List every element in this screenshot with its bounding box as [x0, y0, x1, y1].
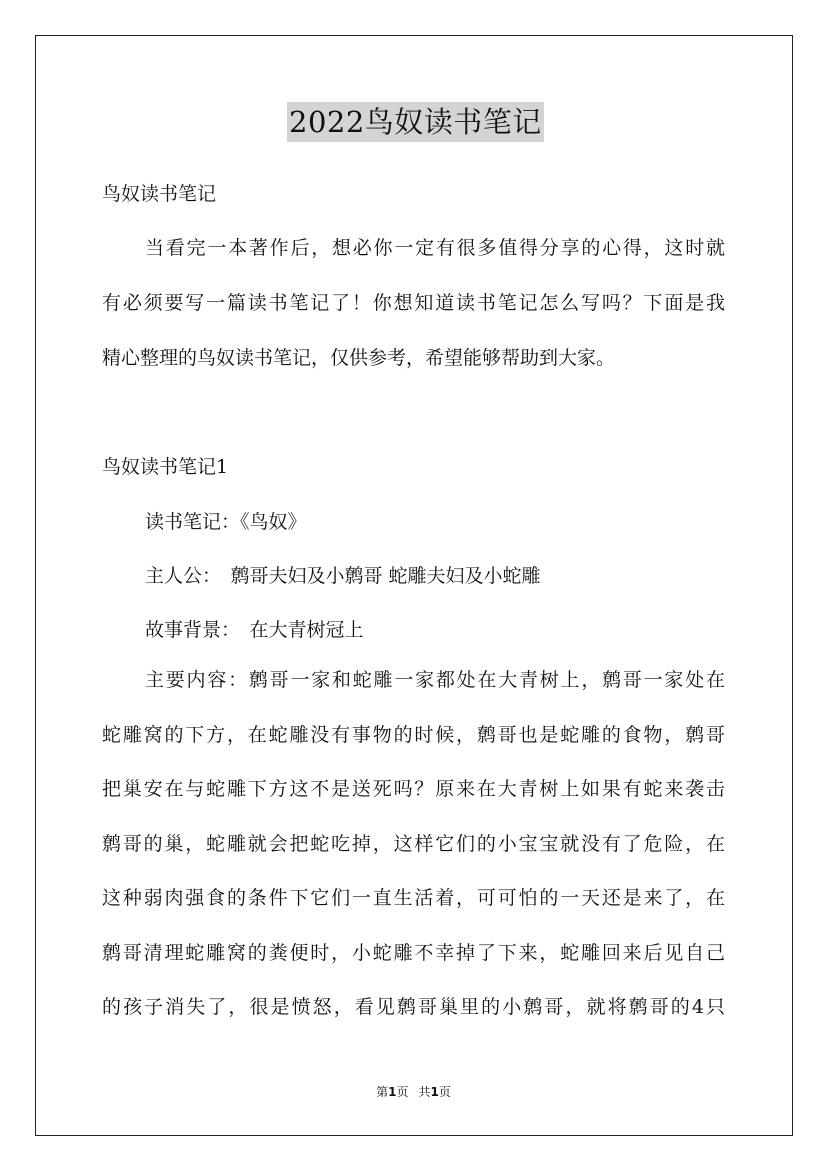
- content-line-3: 把巢安在与蛇雕下方这不是送死吗？原来在大青树上如果有蛇来袭击: [102, 778, 725, 800]
- footer-page-number: 1: [388, 1085, 397, 1099]
- footer-total-number: 1: [430, 1085, 439, 1099]
- intro-line-1: 当看完一本著作后，想必你一定有很多值得分享的心得，这时就: [145, 237, 725, 259]
- footer-total-suffix: 页: [438, 1085, 451, 1099]
- document-subtitle: 鸟奴读书笔记: [102, 183, 217, 205]
- page-footer: [0, 1084, 827, 1100]
- book-title-line: 读书笔记：《鸟奴》: [145, 511, 307, 533]
- content-line-5: 这种弱肉强食的条件下它们一直生活着，可可怕的一天还是来了，在: [102, 887, 725, 909]
- content-line-4: 鹩哥的巢，蛇雕就会把蛇吃掉，这样它们的小宝宝就没有了危险，在: [102, 833, 725, 855]
- footer-page-prefix: 第: [376, 1085, 389, 1099]
- characters-line: 主人公： 鹩哥夫妇及小鹩哥 蛇雕夫妇及小蛇雕: [145, 565, 541, 587]
- content-line-7: 的孩子消失了，很是愤怒，看见鹩哥巢里的小鹩哥，就将鹩哥的4只: [102, 996, 725, 1018]
- intro-line-3: 精心整理的鸟奴读书笔记，仅供参考，希望能够帮助到大家。: [102, 347, 616, 369]
- background-line: 故事背景： 在大青树冠上: [145, 619, 364, 641]
- content-line-1: 主要内容：鹩哥一家和蛇雕一家都处在大青树上，鹩哥一家处在: [145, 669, 725, 691]
- section-heading: 鸟奴读书笔记1: [102, 456, 229, 478]
- content-line-6: 鹩哥清理蛇雕窝的粪便时，小蛇雕不幸掉了下来，蛇雕回来后见自己: [102, 942, 725, 964]
- content-line-2: 蛇雕窝的下方，在蛇雕没有事物的时候，鹩哥也是蛇雕的食物，鹩哥: [102, 724, 725, 746]
- document-title: 2022鸟奴读书笔记: [287, 102, 544, 142]
- footer-total-prefix: 共: [418, 1085, 431, 1099]
- footer-page-suffix: 页: [396, 1085, 409, 1099]
- intro-line-2: 有必须要写一篇读书笔记了！你想知道读书笔记怎么写吗？下面是我: [102, 292, 725, 314]
